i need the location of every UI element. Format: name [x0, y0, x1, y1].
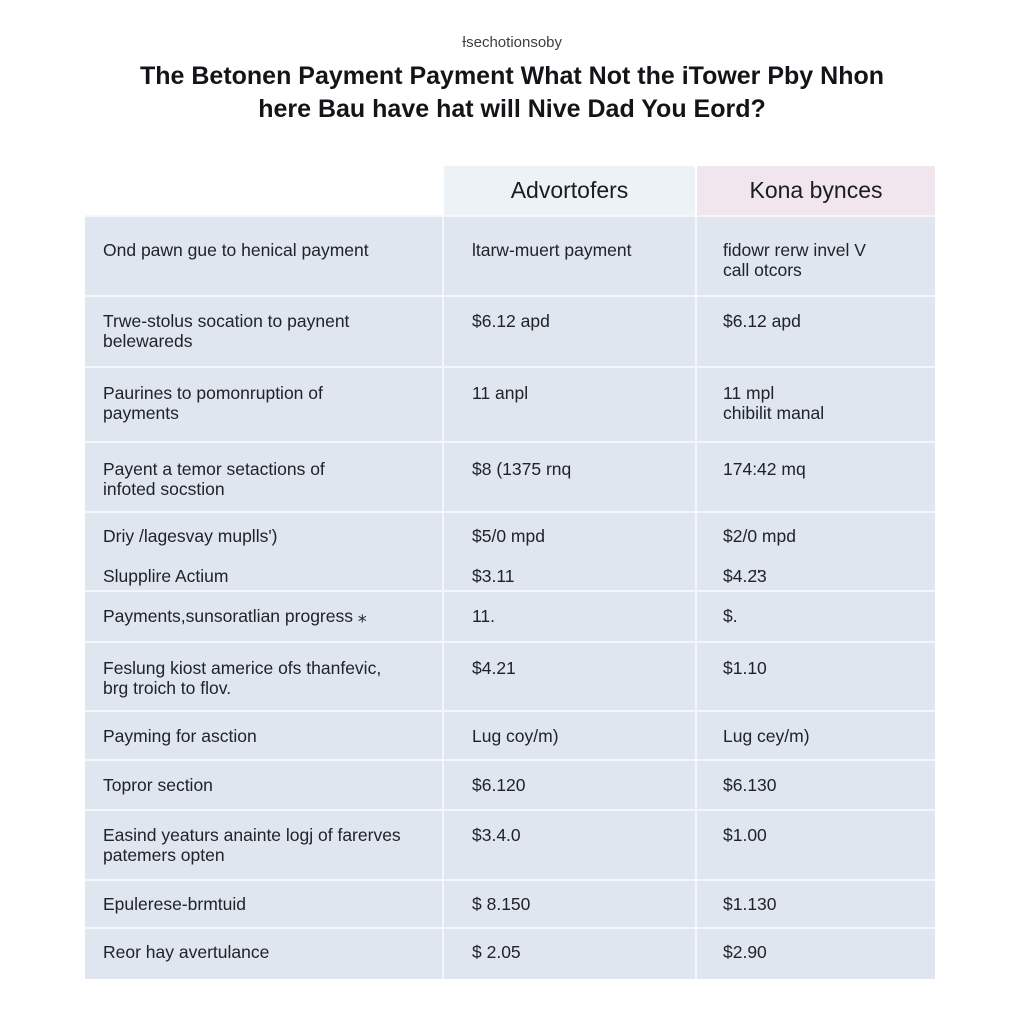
table-body	[85, 215, 935, 979]
feature-cell: Payming for asction	[103, 726, 257, 746]
feature-cell: Payments,sunsoratlian progress ⁎	[103, 606, 367, 626]
table-row	[85, 809, 935, 879]
feature-cell: Payent a temor setactions of infoted socstion	[103, 459, 325, 499]
feature-cell: Reor hay avertulance	[103, 942, 270, 962]
table-row	[85, 215, 935, 295]
kona-bynces-cell: $2.90	[695, 929, 935, 979]
feature-cell: Trwe-stolus socation to paynent belewareds	[103, 311, 350, 351]
page-title: The Betonen Payment Payment What Not the iTower Pby Nhon here Bau have hat will Nive Dad You Eord?	[139, 62, 885, 123]
kona-bynces-cell: $1.00	[695, 811, 935, 879]
column-header-advortofers: Advortofers	[442, 166, 695, 215]
kona-bynces-cell: $.	[695, 592, 935, 641]
advortofers-cell: $8 (1375 rnq	[442, 443, 695, 511]
kona-bynces-cell: 11 mpl chibilit manal	[695, 368, 935, 441]
advortofers-cell: $ 2.05	[442, 929, 695, 979]
header-blank-cell	[85, 166, 442, 215]
advortofers-cell: $6.12 apd	[442, 297, 695, 366]
advortofers-cell: $5/0 mpd $3.11	[442, 513, 695, 590]
table-row	[85, 641, 935, 710]
feature-cell: Epulerese-brmtuid	[103, 894, 246, 914]
kona-bynces-cell: 174:42 mq	[695, 443, 935, 511]
column-header-kona-bynces: Kona bynces	[695, 166, 935, 215]
table-row	[85, 710, 935, 759]
table-row	[85, 295, 935, 366]
table-row	[85, 927, 935, 979]
kona-bynces-cell: Lug cey/m)	[695, 712, 935, 759]
kona-bynces-cell: $1.10	[695, 643, 935, 710]
advortofers-cell: $6.120	[442, 761, 695, 809]
feature-cell: Paurines to pomonruption of payments	[103, 383, 323, 423]
advortofers-cell: Lug coy/m)	[442, 712, 695, 759]
table-row	[85, 759, 935, 809]
feature-cell: Feslung kiost americe ofs thanfevic, brg troich to flov.	[103, 658, 382, 698]
table-header	[85, 166, 935, 215]
table-row	[85, 441, 935, 511]
kicker-text: Ɨsechotionsoby	[461, 34, 563, 51]
table-row	[85, 511, 935, 590]
table-row	[85, 366, 935, 441]
comparison-table	[85, 166, 935, 979]
kona-bynces-cell: $1.130	[695, 881, 935, 927]
feature-cell: Driy /lagesvay muplls') Slupplire Actium	[103, 526, 278, 586]
kona-bynces-cell: $6.130	[695, 761, 935, 809]
feature-cell: Ond pawn gue to henical payment	[103, 240, 369, 260]
advortofers-cell: ltarw-muert payment	[442, 217, 695, 295]
kona-bynces-cell: $6.12 apd	[695, 297, 935, 366]
feature-cell: Easind yeaturs anainte logj of farerves patemers opten	[103, 825, 401, 865]
kona-bynces-cell: $2/0 mpd $4.2̈3	[695, 513, 935, 590]
advortofers-cell: $3.4.0	[442, 811, 695, 879]
advortofers-cell: 11.	[442, 592, 695, 641]
advortofers-cell: $ 8.150	[442, 881, 695, 927]
table-row	[85, 590, 935, 641]
advortofers-cell: 11 anpl	[442, 368, 695, 441]
advortofers-cell: $4.21	[442, 643, 695, 710]
table-row	[85, 879, 935, 927]
kona-bynces-cell: fidowr rerw invel V call otcors	[695, 217, 935, 295]
feature-cell: Topror section	[103, 775, 213, 795]
